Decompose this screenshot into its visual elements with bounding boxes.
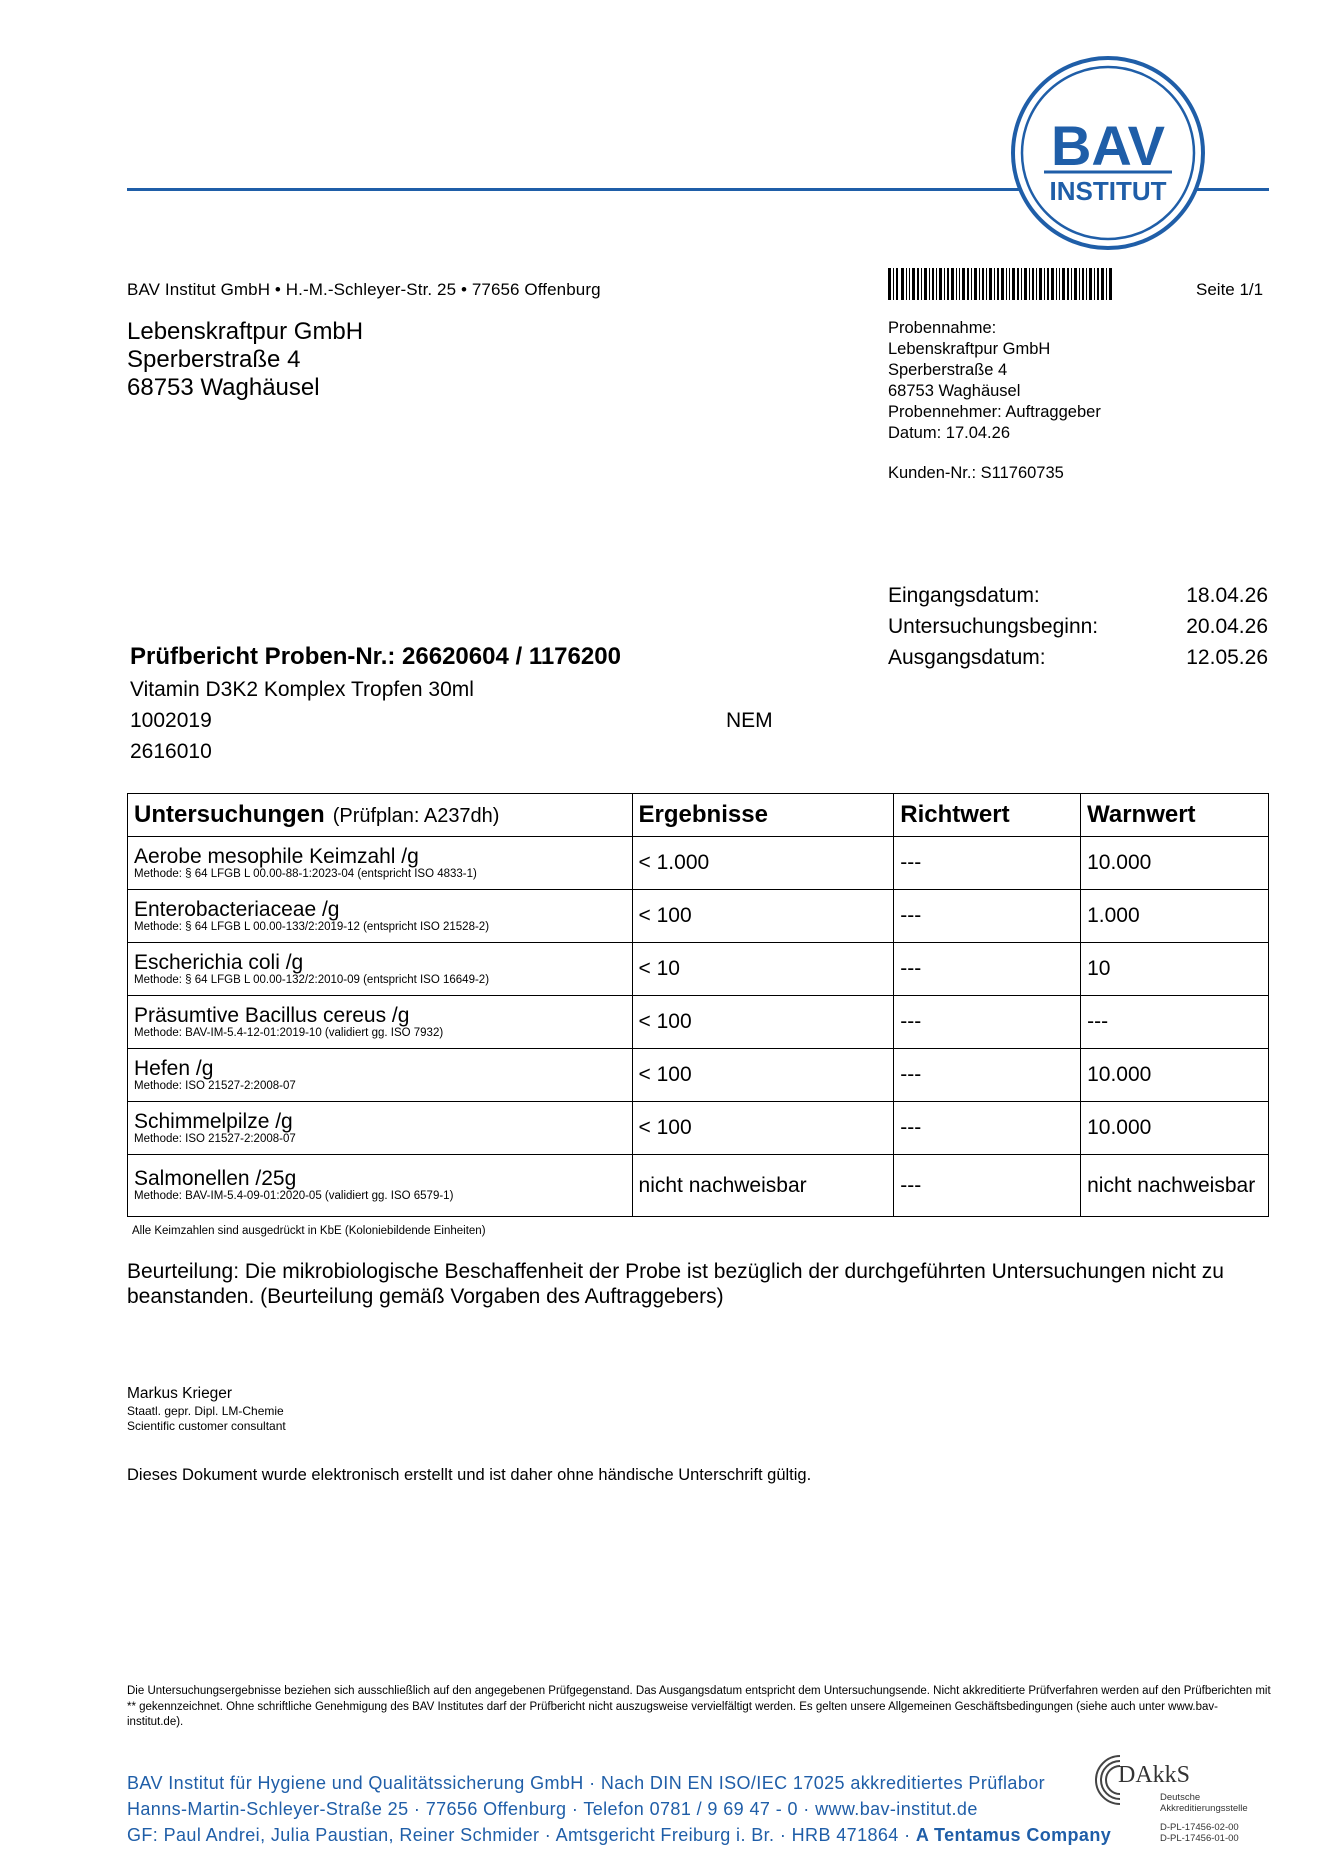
sampling-date: Datum: 17.04.26 xyxy=(888,424,1010,442)
date-value: 20.04.26 xyxy=(1186,615,1268,638)
table-row xyxy=(128,996,1269,1049)
date-row xyxy=(888,611,1268,642)
param-method: Methode: § 64 LFGB L 00.00-88-1:2023-04 (entspricht ISO 4833-1) xyxy=(134,867,477,880)
header-warn-value: Warnwert xyxy=(1081,794,1269,837)
warn-cell: nicht nachweisbar xyxy=(1081,1155,1269,1217)
param-cell xyxy=(128,996,633,1049)
dakks-subtitle-line: Deutsche xyxy=(1160,1792,1201,1803)
param-method: Methode: § 64 LFGB L 00.00-132/2:2010-09 (entspricht ISO 16649-2) xyxy=(134,973,490,986)
dakks-name: DAkkS xyxy=(1118,1762,1191,1788)
lot-number: 2616010 xyxy=(130,740,212,763)
sampling-line: 68753 Waghäusel xyxy=(888,382,1021,400)
date-label: Untersuchungsbeginn: xyxy=(888,615,1099,638)
sampling-line: Sperberstraße 4 xyxy=(888,361,1008,379)
signatory-title-line: Scientific customer consultant xyxy=(127,1419,286,1433)
result-cell: < 100 xyxy=(632,890,894,943)
guide-cell: --- xyxy=(894,1155,1081,1217)
warn-cell: 10.000 xyxy=(1081,1102,1269,1155)
param-method: Methode: ISO 21527-2:2008-07 xyxy=(134,1132,296,1145)
param-name: Enterobacteriaceae /g xyxy=(134,897,340,921)
guide-cell: --- xyxy=(894,837,1081,890)
param-cell xyxy=(128,890,633,943)
footer-line: BAV Institut für Hygiene und Qualitätssicherung GmbH · Nach DIN EN ISO/IEC 17025 akkreditiertes Prüflabor xyxy=(127,1773,1046,1793)
page-number: Seite 1/1 xyxy=(1196,280,1264,299)
guide-cell: --- xyxy=(894,890,1081,943)
batch-number: 1002019 xyxy=(130,709,212,732)
customer-number: Kunden-Nr.: S11760735 xyxy=(888,464,1064,482)
recipient-line: Lebenskraftpur GmbH xyxy=(127,318,364,345)
bav-institut-logo xyxy=(1010,55,1206,251)
param-method: Methode: ISO 21527-2:2008-07 xyxy=(134,1079,296,1092)
barcode xyxy=(888,268,1113,300)
dates-block xyxy=(888,580,1268,673)
product-category: NEM xyxy=(726,709,773,732)
warn-cell: --- xyxy=(1081,996,1269,1049)
guide-cell: --- xyxy=(894,1102,1081,1155)
header-test-plan: (Prüfplan: A237dh) xyxy=(332,805,500,827)
guide-cell: --- xyxy=(894,943,1081,996)
signatory-title-line: Staatl. gepr. Dipl. LM-Chemie xyxy=(127,1404,284,1418)
param-method: Methode: BAV-IM-5.4-09-01:2020-05 (validiert gg. ISO 6579-1) xyxy=(134,1190,454,1202)
result-cell: < 10 xyxy=(632,943,894,996)
table-row xyxy=(128,1155,1269,1217)
logo-text-institut: INSTITUT xyxy=(1049,176,1167,206)
sampling-line: Lebenskraftpur GmbH xyxy=(888,340,1051,358)
recipient-line: 68753 Waghäusel xyxy=(127,374,320,401)
param-name: Präsumtive Bacillus cereus /g xyxy=(134,1003,410,1027)
result-cell: < 100 xyxy=(632,1102,894,1155)
dakks-subtitle-line: Akkreditierungsstelle xyxy=(1160,1803,1248,1814)
footer-line xyxy=(127,1822,1111,1848)
param-name: Hefen /g xyxy=(134,1056,214,1080)
header-guide-value: Richtwert xyxy=(894,794,1081,837)
disclaimer: Die Untersuchungsergebnisse beziehen sich ausschließlich auf den angegebenen Prüfgegenstand. Das Ausgangsdatum entspricht dem Untersuchungsende. Nicht akkreditierte Prüfverfahren werden auf den Prüfberichten mit ** gekennzeichnet. Ohne schriftliche Genehmigung des BAV Institutes darf der Prüfbericht nicht auszugsweise vervielfältigt werden. Es gelten unsere Allgemeinen Geschäftsbedingungen (siehe auch unter www.bav-institut.de). xyxy=(127,1685,1271,1728)
signatory-title xyxy=(127,1404,286,1434)
param-cell xyxy=(128,1155,633,1217)
header-tests-label: Untersuchungen xyxy=(134,801,325,828)
dakks-registration-number: D-PL-17456-02-00 xyxy=(1160,1822,1239,1833)
warn-cell: 1.000 xyxy=(1081,890,1269,943)
sampling-label: Probennahme: xyxy=(888,319,997,337)
date-value: 12.05.26 xyxy=(1186,646,1268,669)
param-cell xyxy=(128,943,633,996)
param-cell xyxy=(128,1049,633,1102)
param-cell xyxy=(128,1102,633,1155)
sampler: Probennehmer: Auftraggeber xyxy=(888,403,1101,421)
date-row xyxy=(888,580,1268,611)
param-name: Escherichia coli /g xyxy=(134,950,304,974)
header-results: Ergebnisse xyxy=(632,794,894,837)
dakks-accreditation-mark xyxy=(1090,1748,1270,1848)
assessment: Beurteilung: Die mikrobiologische Beschaffenheit der Probe ist bezüglich der durchgeführten Untersuchungen nicht zu beanstanden. (Beurteilung gemäß Vorgaben des Auftraggebers) xyxy=(127,1260,1224,1308)
result-cell: < 100 xyxy=(632,996,894,1049)
recipient-address xyxy=(127,318,363,402)
signatory-name: Markus Krieger xyxy=(127,1385,233,1402)
dakks-registration xyxy=(1160,1822,1239,1844)
param-method: Methode: BAV-IM-5.4-12-01:2019-10 (validiert gg. ISO 7932) xyxy=(134,1026,444,1039)
param-name: Aerobe mesophile Keimzahl /g xyxy=(134,844,419,868)
sampling-info xyxy=(888,318,1101,444)
table-row xyxy=(128,1049,1269,1102)
footer-line-text: GF: Paul Andrei, Julia Paustian, Reiner Schmider · Amtsgericht Freiburg i. Br. · HRB 471864 · xyxy=(127,1825,911,1845)
table-row xyxy=(128,837,1269,890)
result-cell: < 100 xyxy=(632,1049,894,1102)
param-name: Schimmelpilze /g xyxy=(134,1109,293,1133)
dakks-subtitle xyxy=(1160,1792,1248,1814)
warn-cell: 10.000 xyxy=(1081,1049,1269,1102)
param-method: Methode: § 64 LFGB L 00.00-133/2:2019-12 (entspricht ISO 21528-2) xyxy=(134,920,490,933)
footer-line: Hanns-Martin-Schleyer-Straße 25 · 77656 Offenburg · Telefon 0781 / 9 69 47 - 0 · www.bav-institut.de xyxy=(127,1799,978,1819)
logo-text-bav: BAV xyxy=(1050,114,1166,177)
guide-cell: --- xyxy=(894,1049,1081,1102)
results-table xyxy=(127,793,1269,1217)
guide-cell: --- xyxy=(894,996,1081,1049)
sender-address: BAV Institut GmbH • H.-M.-Schleyer-Str. 25 • 77656 Offenburg xyxy=(127,280,601,299)
table-row xyxy=(128,943,1269,996)
company-footer xyxy=(127,1770,1111,1848)
report-title: Prüfbericht Proben-Nr.: 26620604 / 1176200 xyxy=(130,643,621,670)
table-row xyxy=(128,890,1269,943)
product-name: Vitamin D3K2 Komplex Tropfen 30ml xyxy=(130,678,474,701)
dakks-registration-number: D-PL-17456-01-00 xyxy=(1160,1833,1239,1844)
result-cell: < 1.000 xyxy=(632,837,894,890)
param-name: Salmonellen /25g xyxy=(134,1167,297,1190)
date-label: Ausgangsdatum: xyxy=(888,646,1046,669)
recipient-line: Sperberstraße 4 xyxy=(127,346,301,373)
date-row xyxy=(888,642,1268,673)
table-row xyxy=(128,1102,1269,1155)
result-cell: nicht nachweisbar xyxy=(632,1155,894,1217)
date-value: 18.04.26 xyxy=(1186,584,1268,607)
table-footnote: Alle Keimzahlen sind ausgedrückt in KbE (Koloniebildende Einheiten) xyxy=(132,1225,486,1237)
tentamus-company: A Tentamus Company xyxy=(915,1825,1112,1845)
warn-cell: 10.000 xyxy=(1081,837,1269,890)
table-header-row xyxy=(128,794,1269,837)
date-label: Eingangsdatum: xyxy=(888,584,1040,607)
warn-cell: 10 xyxy=(1081,943,1269,996)
electronic-document-note: Dieses Dokument wurde elektronisch erstellt und ist daher ohne händische Unterschrift gültig. xyxy=(127,1466,812,1484)
param-cell xyxy=(128,837,633,890)
header-tests xyxy=(128,794,633,837)
